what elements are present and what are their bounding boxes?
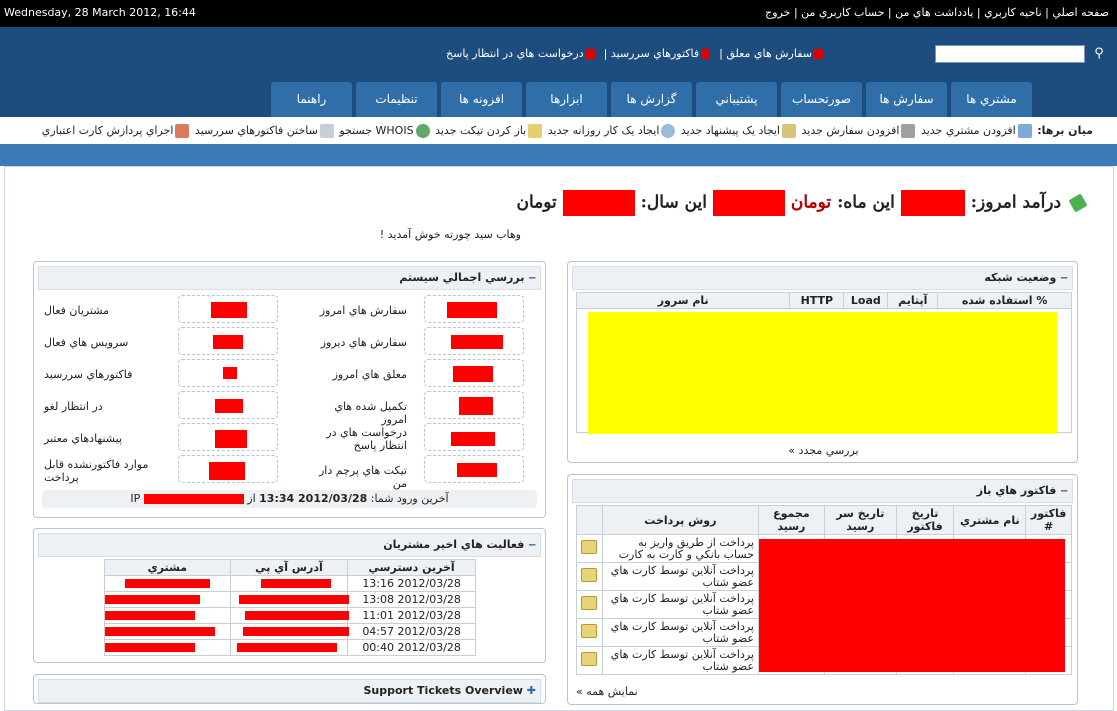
tab-orders[interactable]: سفارش ها [866, 82, 947, 117]
tab-help[interactable]: راهنما [271, 82, 352, 117]
system-overview-title: بررسي اجمالي سيستم [399, 271, 525, 284]
cart-icon [901, 124, 915, 138]
invoice-icon [320, 124, 334, 138]
stat-label: سفارش هاي ديروز [320, 336, 407, 349]
invoice-view-icon[interactable] [581, 540, 597, 554]
income-year-label: اين سال: [640, 192, 708, 213]
todo-icon [661, 124, 675, 138]
client-activity-panel [33, 528, 546, 663]
link-home[interactable]: صفحه اصلي [1052, 6, 1109, 19]
column-header: تاريخ سر رسيد [824, 506, 896, 535]
stat-box[interactable] [178, 359, 278, 387]
collapse-icon[interactable]: ‒ [1060, 271, 1068, 284]
tab-clients[interactable]: مشتري ها [951, 82, 1032, 117]
invoices-redacted-overlay [759, 539, 1065, 672]
tickets-overview-panel [33, 674, 546, 704]
panel-header [38, 533, 541, 557]
invoice-view-icon[interactable] [581, 652, 597, 666]
income-summary [517, 190, 1086, 216]
column-header: فاکتور # [1026, 506, 1072, 535]
last-login-datetime: 2012/03/28 13:34 [259, 492, 368, 505]
table-row[interactable]: 2012/03/28 04:57 [105, 624, 476, 640]
income-month-redacted [713, 190, 785, 216]
stat-label: موارد فاکتورنشده قابل پرداخت [44, 458, 149, 484]
collapse-icon[interactable]: ‒ [1060, 484, 1068, 497]
link-logout[interactable]: خروج [765, 6, 791, 19]
stat-box[interactable] [178, 391, 278, 419]
stat-label: معلق هاي امروز [332, 368, 407, 381]
top-links: صفحه اصلي | ناحيه کاربري | يادداشت هاي من | حساب کاربري من | خروج [765, 6, 1109, 19]
alert-square-icon [701, 49, 710, 59]
column-header: تاريخ فاکتور [896, 506, 954, 535]
panel-header [38, 266, 541, 290]
stat-label: در انتظار لغو [44, 400, 103, 413]
link-client-area[interactable]: ناحيه کاربري [984, 6, 1042, 19]
search-input[interactable] [935, 45, 1085, 63]
stat-label: سفارش هاي امروز [319, 304, 407, 317]
column-header: آدرس آي پي [230, 560, 348, 576]
column-header: مشتري [105, 560, 231, 576]
top-bar [0, 0, 1117, 27]
panel-header [572, 479, 1073, 503]
invoice-view-icon[interactable] [581, 596, 597, 610]
search-icon[interactable]: ⚲ [1094, 46, 1104, 61]
collapse-icon[interactable]: ‒ [528, 271, 536, 284]
content-top-strip [0, 144, 1117, 166]
stat-box[interactable] [424, 359, 524, 387]
shortcut-add-client[interactable]: افزودن مشتري جديد [920, 124, 1016, 137]
column-header: روش پرداخت [602, 506, 758, 535]
shortcut-whois[interactable]: WHOIS جستجو [339, 124, 414, 137]
show-all-link[interactable]: نمايش همه » [576, 685, 638, 698]
panel-header[interactable] [38, 679, 541, 703]
stat-label: مشتريان فعال [44, 304, 109, 317]
last-login-ip-redacted [144, 494, 244, 504]
shortcut-new-quote[interactable]: ايجاد يک پيشنهاد جديد [680, 124, 780, 137]
income-year-currency: تومان [516, 192, 557, 213]
table-row[interactable]: پرداخت آنلاين توسط کارت هاي عضو شتاب [577, 591, 1072, 619]
link-my-notes[interactable]: يادداشت هاي من [895, 6, 974, 19]
welcome-message: وهاب سيد چورته خوش آمديد ! [379, 228, 521, 241]
income-today-redacted [901, 190, 965, 216]
network-status-title: وضعيت شبکه [984, 271, 1057, 284]
stat-label: درخواست هاي در انتظار پاسخ [326, 426, 407, 452]
open-invoices-title: فاکتور هاي باز [976, 484, 1057, 497]
current-datetime: Wednesday, 28 March 2012, 16:44 [4, 6, 196, 19]
globe-icon [416, 124, 430, 138]
column-header: آخرين دسترسي [348, 560, 476, 576]
table-row[interactable]: پرداخت از طريق واريز به حساب بانکي و کارت به کارت [577, 535, 1072, 563]
income-year-redacted [563, 190, 635, 216]
column-header: HTTP [790, 293, 844, 309]
table-row[interactable]: 2012/03/28 13:08 [105, 592, 476, 608]
pencil-icon [1068, 193, 1087, 212]
shortcut-cc-capture[interactable]: اجراي پردازش کارت اعتباري [41, 124, 174, 137]
alert-square-icon [814, 49, 823, 59]
shortcut-open-ticket[interactable]: باز کردن تيکت جديد [435, 124, 527, 137]
column-header: Load [844, 293, 888, 309]
stat-label: فاکتورهاي سررسيد [44, 368, 133, 381]
recheck-link[interactable]: بررسي مجدد » [788, 444, 859, 457]
stat-box[interactable] [178, 455, 278, 483]
header [0, 27, 1117, 117]
tab-addons[interactable]: افزونه ها [441, 82, 522, 117]
stat-label: پيشنهادهاي معتبر [44, 432, 122, 445]
stat-box[interactable] [178, 327, 278, 355]
shortcut-add-order[interactable]: افزودن سفارش جديد [801, 124, 900, 137]
income-month-label: اين ماه: [837, 192, 895, 213]
stat-label: تيکت هاي پرچم دار من [318, 464, 407, 490]
ticket-icon [528, 124, 542, 138]
stat-label: تکميل شده هاي امروز [334, 400, 407, 426]
stat-box[interactable] [424, 423, 524, 451]
open-invoices-panel [567, 474, 1078, 705]
header-alerts: سفارش هاي معلق | فاکتورهاي سررسيد | درخواست هاي در انتظار پاسخ [446, 47, 825, 60]
shortcuts-title: ميان برها: [1037, 124, 1093, 137]
panel-header [572, 266, 1073, 290]
tab-utilities[interactable]: ابزارها [526, 82, 607, 117]
link-my-account[interactable]: حساب کاربري من [801, 6, 885, 19]
table-row[interactable]: پرداخت آنلاين توسط کارت هاي عضو شتاب [577, 647, 1072, 675]
stat-box[interactable] [178, 295, 278, 323]
stat-box[interactable] [424, 391, 524, 419]
tab-billing[interactable]: صورتحساب [781, 82, 862, 117]
card-icon [175, 124, 189, 138]
tab-reports[interactable]: گزارش ها [611, 82, 692, 117]
shortcut-generate-invoices[interactable]: ساختن فاکتورهاي سررسيد [194, 124, 318, 137]
tab-support[interactable]: پشتيباني [696, 82, 777, 117]
column-header: % استفاده شده [938, 293, 1072, 309]
alert-square-icon [586, 49, 595, 59]
table-row[interactable]: پرداخت آنلاين توسط کارت هاي عضو شتاب [577, 563, 1072, 591]
stat-box[interactable] [178, 423, 278, 451]
system-overview-panel [33, 261, 546, 518]
quote-icon [782, 124, 796, 138]
shortcuts-bar [0, 117, 1117, 144]
shortcut-new-todo[interactable]: ايجاد يک کار روزانه جديد [547, 124, 660, 137]
stat-box[interactable] [424, 327, 524, 355]
column-header: نام مشتري [954, 506, 1026, 535]
user-add-icon [1018, 124, 1032, 138]
main-tabs [271, 82, 1117, 117]
network-status-panel [567, 261, 1078, 463]
alert-overdue-invoices[interactable]: فاکتورهاي سررسيد [610, 47, 700, 60]
activity-table [104, 559, 476, 656]
stat-label: سرويس هاي فعال [44, 336, 129, 349]
invoice-view-icon[interactable] [581, 568, 597, 582]
table-row[interactable]: 2012/03/28 00:40 [105, 640, 476, 656]
tab-setup[interactable]: تنظيمات [356, 82, 437, 117]
column-header: نام سرور [577, 293, 790, 309]
expand-icon[interactable]: ✚ [526, 684, 536, 697]
stat-box[interactable] [424, 295, 524, 323]
invoice-view-icon[interactable] [581, 624, 597, 638]
alert-awaiting-reply[interactable]: درخواست هاي در انتظار پاسخ [446, 47, 584, 60]
table-row[interactable]: 2012/03/28 13:16 [105, 576, 476, 592]
column-header: مجموع رسيد [759, 506, 825, 535]
income-today-label: درآمد امروز: [970, 192, 1062, 213]
last-login-bar: آخرين ورود شما: 2012/03/28 13:34 از IP [42, 490, 537, 508]
table-row[interactable]: پرداخت آنلاين توسط کارت هاي عضو شتاب [577, 619, 1072, 647]
network-redacted-overlay [588, 312, 1057, 434]
income-month-currency: تومان [790, 192, 832, 213]
collapse-icon[interactable]: ‒ [528, 538, 536, 551]
tickets-overview-title: Support Tickets Overview [363, 684, 523, 697]
client-activity-title: فعاليت هاي اخير مشتريان [383, 538, 525, 551]
table-row[interactable]: 2012/03/28 11:01 [105, 608, 476, 624]
stat-box[interactable] [424, 455, 524, 483]
alert-pending-orders[interactable]: سفارش هاي معلق [726, 47, 812, 60]
column-header: آپتايم [888, 293, 938, 309]
